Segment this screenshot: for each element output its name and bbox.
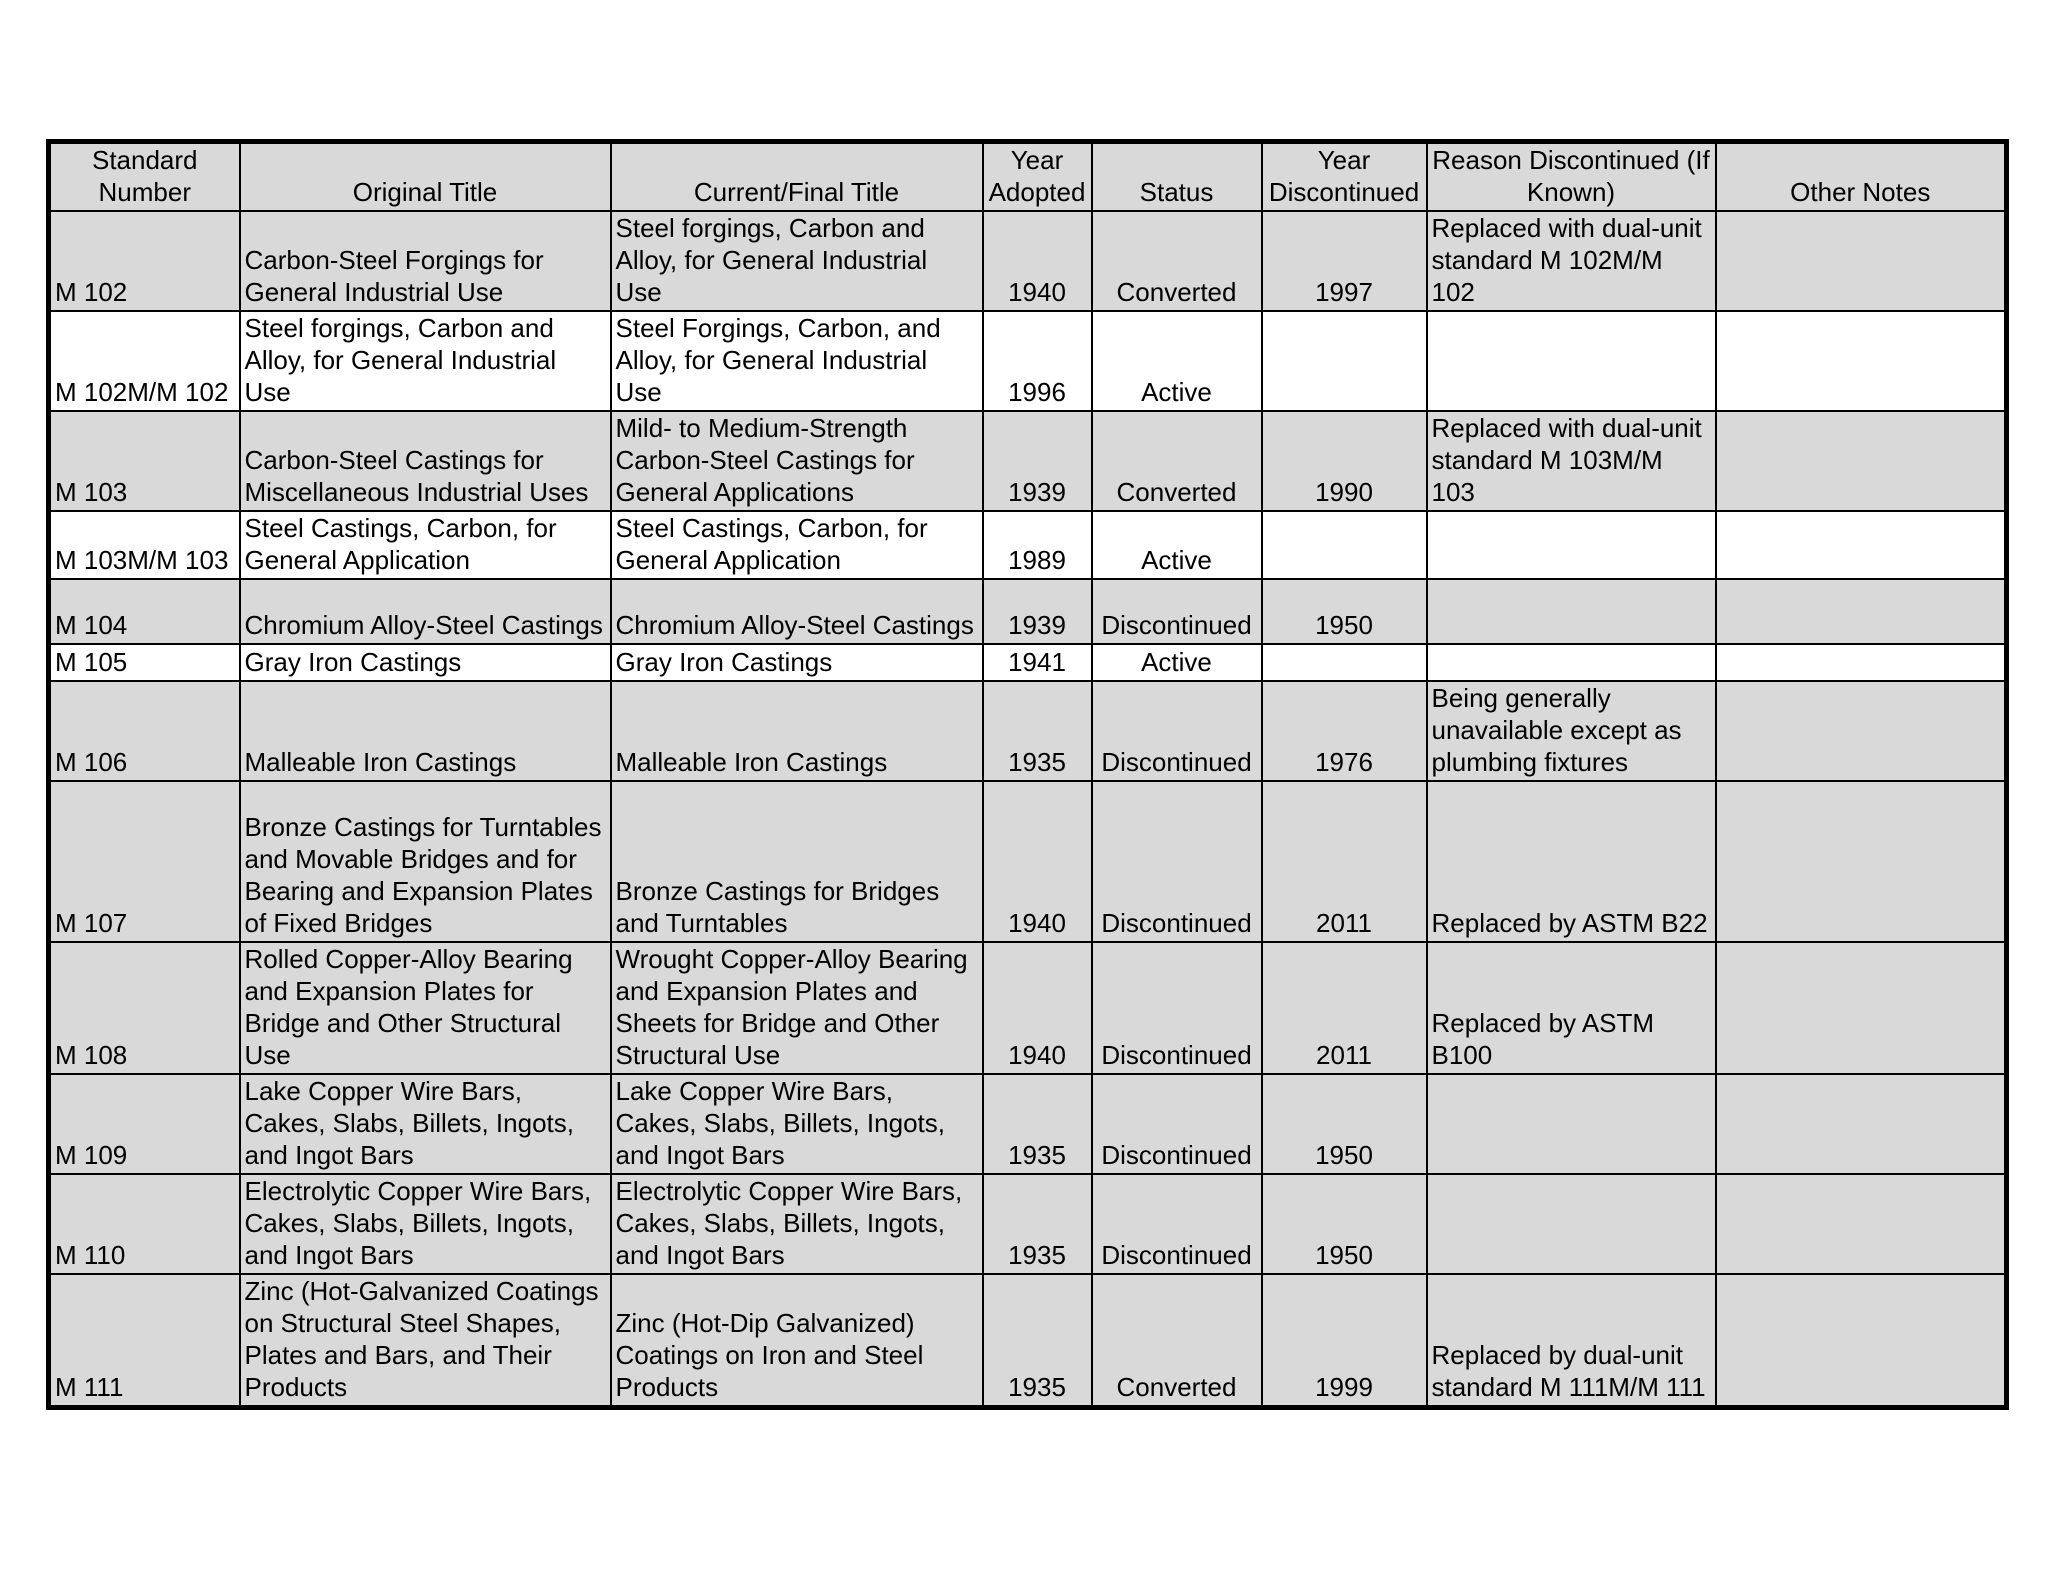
cell-year-discontinued: 1950 [1262, 579, 1427, 644]
header-original-title: Original Title [240, 142, 611, 212]
standards-table [46, 139, 2009, 1410]
cell-original-title: Lake Copper Wire Bars, Cakes, Slabs, Billets, Ingots, and Ingot Bars [240, 1074, 611, 1174]
cell-standard-number: M 107 [49, 781, 240, 942]
cell-year-adopted: 1940 [983, 211, 1092, 311]
cell-original-title: Chromium Alloy-Steel Castings [240, 579, 611, 644]
cell-original-title: Steel Castings, Carbon, for General Application [240, 511, 611, 579]
header-row [49, 142, 2007, 212]
cell-status: Active [1092, 511, 1262, 579]
cell-current-title: Zinc (Hot-Dip Galvanized) Coatings on Iron and Steel Products [611, 1274, 983, 1408]
cell-year-adopted: 1940 [983, 781, 1092, 942]
cell-year-discontinued: 1976 [1262, 681, 1427, 781]
cell-year-adopted: 1941 [983, 644, 1092, 681]
cell-reason: Replaced by dual-unit standard M 111M/M 111 [1427, 1274, 1716, 1408]
cell-year-discontinued: 2011 [1262, 942, 1427, 1074]
cell-standard-number: M 108 [49, 942, 240, 1074]
cell-year-discontinued: 1950 [1262, 1074, 1427, 1174]
cell-reason [1427, 311, 1716, 411]
cell-year-adopted: 1935 [983, 1274, 1092, 1408]
cell-other-notes [1716, 942, 2007, 1074]
table-row [49, 1174, 2007, 1274]
cell-standard-number: M 103 [49, 411, 240, 511]
header-year-adopted: Year Adopted [983, 142, 1092, 212]
cell-status: Active [1092, 644, 1262, 681]
header-standard-number: Standard Number [49, 142, 240, 212]
table-row [49, 411, 2007, 511]
cell-year-discontinued: 2011 [1262, 781, 1427, 942]
cell-standard-number: M 104 [49, 579, 240, 644]
cell-status: Discontinued [1092, 781, 1262, 942]
cell-current-title: Malleable Iron Castings [611, 681, 983, 781]
cell-current-title: Steel forgings, Carbon and Alloy, for General Industrial Use [611, 211, 983, 311]
cell-status: Converted [1092, 1274, 1262, 1408]
cell-status: Discontinued [1092, 1174, 1262, 1274]
cell-other-notes [1716, 681, 2007, 781]
table-row [49, 942, 2007, 1074]
cell-year-adopted: 1935 [983, 681, 1092, 781]
table-body [49, 211, 2007, 1408]
cell-reason: Replaced by ASTM B22 [1427, 781, 1716, 942]
table-row [49, 579, 2007, 644]
cell-status: Discontinued [1092, 579, 1262, 644]
cell-current-title: Bronze Castings for Bridges and Turntables [611, 781, 983, 942]
cell-reason [1427, 1174, 1716, 1274]
cell-reason: Being generally unavailable except as plumbing fixtures [1427, 681, 1716, 781]
cell-original-title: Bronze Castings for Turntables and Movable Bridges and for Bearing and Expansion Plates of Fixed Bridges [240, 781, 611, 942]
cell-year-discontinued: 1997 [1262, 211, 1427, 311]
cell-original-title: Zinc (Hot-Galvanized Coatings on Structural Steel Shapes, Plates and Bars, and Their Products [240, 1274, 611, 1408]
cell-year-adopted: 1935 [983, 1074, 1092, 1174]
header-status: Status [1092, 142, 1262, 212]
table-row [49, 781, 2007, 942]
cell-status: Discontinued [1092, 681, 1262, 781]
cell-original-title: Gray Iron Castings [240, 644, 611, 681]
cell-standard-number: M 110 [49, 1174, 240, 1274]
cell-other-notes [1716, 411, 2007, 511]
cell-original-title: Electrolytic Copper Wire Bars, Cakes, Slabs, Billets, Ingots, and Ingot Bars [240, 1174, 611, 1274]
cell-other-notes [1716, 1274, 2007, 1408]
cell-year-adopted: 1939 [983, 579, 1092, 644]
cell-reason: Replaced by ASTM B100 [1427, 942, 1716, 1074]
cell-other-notes [1716, 644, 2007, 681]
table-row [49, 1274, 2007, 1408]
table-row [49, 211, 2007, 311]
cell-year-discontinued [1262, 311, 1427, 411]
cell-reason [1427, 1074, 1716, 1174]
cell-reason [1427, 511, 1716, 579]
cell-year-discontinued: 1999 [1262, 1274, 1427, 1408]
cell-original-title: Carbon-Steel Castings for Miscellaneous Industrial Uses [240, 411, 611, 511]
cell-year-adopted: 1939 [983, 411, 1092, 511]
table-row [49, 511, 2007, 579]
cell-year-discontinued [1262, 511, 1427, 579]
cell-original-title: Rolled Copper-Alloy Bearing and Expansion Plates for Bridge and Other Structural Use [240, 942, 611, 1074]
cell-other-notes [1716, 311, 2007, 411]
table-row [49, 681, 2007, 781]
cell-other-notes [1716, 1174, 2007, 1274]
cell-status: Discontinued [1092, 1074, 1262, 1174]
cell-year-discontinued [1262, 644, 1427, 681]
cell-standard-number: M 102M/M 102 [49, 311, 240, 411]
cell-other-notes [1716, 781, 2007, 942]
cell-original-title: Malleable Iron Castings [240, 681, 611, 781]
cell-standard-number: M 102 [49, 211, 240, 311]
cell-status: Converted [1092, 211, 1262, 311]
cell-standard-number: M 105 [49, 644, 240, 681]
cell-year-adopted: 1935 [983, 1174, 1092, 1274]
cell-current-title: Lake Copper Wire Bars, Cakes, Slabs, Billets, Ingots, and Ingot Bars [611, 1074, 983, 1174]
cell-year-adopted: 1940 [983, 942, 1092, 1074]
cell-reason [1427, 644, 1716, 681]
cell-reason: Replaced with dual-unit standard M 103M/M 103 [1427, 411, 1716, 511]
header-other-notes: Other Notes [1716, 142, 2007, 212]
cell-original-title: Carbon-Steel Forgings for General Industrial Use [240, 211, 611, 311]
cell-current-title: Chromium Alloy-Steel Castings [611, 579, 983, 644]
table-row [49, 644, 2007, 681]
cell-other-notes [1716, 211, 2007, 311]
cell-current-title: Steel Castings, Carbon, for General Application [611, 511, 983, 579]
cell-current-title: Gray Iron Castings [611, 644, 983, 681]
cell-original-title: Steel forgings, Carbon and Alloy, for General Industrial Use [240, 311, 611, 411]
cell-other-notes [1716, 511, 2007, 579]
cell-current-title: Steel Forgings, Carbon, and Alloy, for General Industrial Use [611, 311, 983, 411]
cell-status: Active [1092, 311, 1262, 411]
cell-standard-number: M 103M/M 103 [49, 511, 240, 579]
cell-year-adopted: 1996 [983, 311, 1092, 411]
cell-current-title: Electrolytic Copper Wire Bars, Cakes, Slabs, Billets, Ingots, and Ingot Bars [611, 1174, 983, 1274]
cell-other-notes [1716, 579, 2007, 644]
header-year-discontinued: Year Discontinued [1262, 142, 1427, 212]
cell-current-title: Wrought Copper-Alloy Bearing and Expansion Plates and Sheets for Bridge and Other Structural Use [611, 942, 983, 1074]
cell-current-title: Mild- to Medium-Strength Carbon-Steel Castings for General Applications [611, 411, 983, 511]
cell-year-adopted: 1989 [983, 511, 1092, 579]
cell-status: Converted [1092, 411, 1262, 511]
cell-reason [1427, 579, 1716, 644]
cell-reason: Replaced with dual-unit standard M 102M/M 102 [1427, 211, 1716, 311]
cell-other-notes [1716, 1074, 2007, 1174]
cell-status: Discontinued [1092, 942, 1262, 1074]
cell-standard-number: M 106 [49, 681, 240, 781]
header-current-title: Current/Final Title [611, 142, 983, 212]
cell-standard-number: M 109 [49, 1074, 240, 1174]
header-reason: Reason Discontinued (If Known) [1427, 142, 1716, 212]
cell-standard-number: M 111 [49, 1274, 240, 1408]
cell-year-discontinued: 1950 [1262, 1174, 1427, 1274]
table-row [49, 311, 2007, 411]
table-row [49, 1074, 2007, 1174]
cell-year-discontinued: 1990 [1262, 411, 1427, 511]
